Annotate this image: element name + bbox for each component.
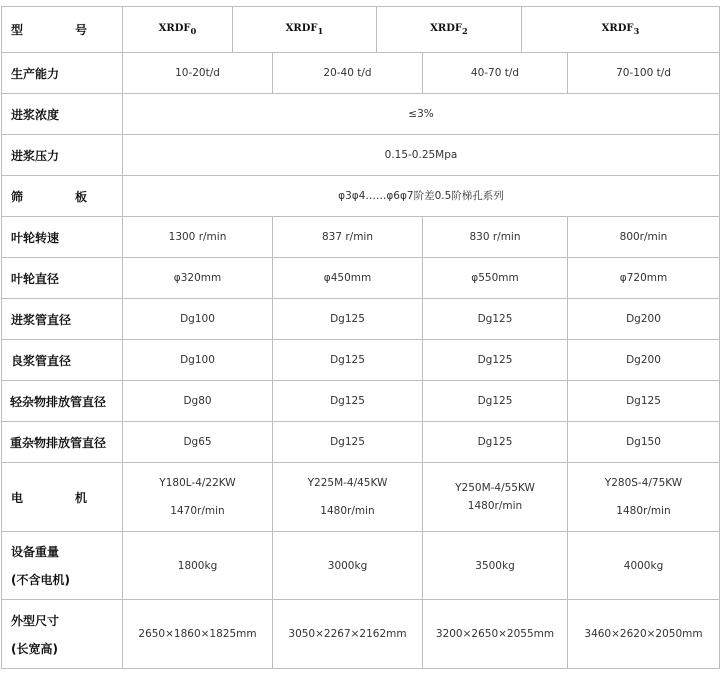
screen-plate-label: 筛 板: [11, 189, 87, 204]
dimensions-cell: 3050×2267×2162mm: [288, 628, 407, 640]
impeller-speed-cell: 800r/min: [619, 231, 668, 243]
feed-pressure-value: 0.15-0.25Mpa: [384, 149, 458, 161]
capacity-cell: 40-70 t/d: [470, 67, 520, 79]
motor-model: Y280S-4/75KW: [604, 477, 683, 489]
good-pulp-pipe-label: 良浆管直径: [11, 353, 72, 368]
motor-speed: 1480r/min: [616, 505, 671, 517]
motor-speed: 1480r/min: [320, 505, 375, 517]
dimensions-cell: 3200×2650×2055mm: [435, 628, 555, 640]
weight-cell: 4000kg: [623, 559, 664, 572]
impeller-diameter-cell: φ550mm: [471, 272, 519, 284]
light-reject-pipe-label: 轻杂物排放管直径: [10, 394, 107, 409]
motor-cell: [423, 463, 567, 531]
light-reject-pipe-cell: Dg125: [330, 395, 365, 407]
weight-cell: 3000kg: [327, 559, 368, 572]
model-header-3: $XRDF_3$: [601, 22, 640, 36]
motor-model: Y180L-4/22KW: [159, 477, 236, 489]
impeller-diameter-cell: φ720mm: [619, 272, 668, 284]
inlet-pipe-cell: Dg125: [477, 313, 513, 325]
inlet-pipe-cell: Dg100: [180, 313, 215, 325]
feed-concentration-label: 进浆浓度: [11, 107, 60, 122]
good-pulp-pipe-cell: Dg125: [477, 354, 513, 366]
light-reject-pipe-cell: Dg125: [626, 395, 661, 407]
inlet-pipe-cell: Dg125: [330, 313, 365, 325]
model-header-2: $XRDF_2$: [430, 22, 468, 36]
impeller-speed-label: 叶轮转速: [11, 230, 60, 245]
good-pulp-pipe-cell: Dg125: [330, 354, 365, 366]
impeller-speed-cell: 830 r/min: [469, 231, 521, 243]
motor-label: 电 机: [11, 490, 87, 505]
inlet-pipe-cell: Dg200: [626, 313, 661, 325]
model-header-1: $XRDF_1$: [285, 22, 324, 36]
heavy-reject-pipe-cell: Dg125: [330, 436, 365, 448]
weight-cell: 1800kg: [177, 559, 218, 572]
heavy-reject-pipe-cell: Dg65: [183, 436, 212, 448]
impeller-diameter-cell: φ320mm: [173, 272, 222, 284]
good-pulp-pipe-cell: Dg200: [626, 354, 661, 366]
motor-cell: [568, 463, 719, 531]
light-reject-pipe-cell: Dg80: [183, 395, 212, 407]
light-reject-pipe-cell: Dg125: [477, 395, 513, 407]
impeller-diameter-cell: φ450mm: [323, 272, 372, 284]
feed-pressure-label: 进浆压力: [11, 148, 60, 163]
model-header-0: $XRDF_0$: [158, 22, 197, 36]
heavy-reject-pipe-label: 重杂物排放管直径: [10, 435, 107, 450]
good-pulp-pipe-cell: Dg100: [180, 354, 215, 366]
capacity-cell: 20-40 t/d: [323, 67, 372, 79]
impeller-diameter-label: 叶轮直径: [11, 271, 60, 286]
capacity-cell: 10-20t/d: [175, 67, 220, 79]
motor-speed: 1480r/min: [467, 500, 523, 512]
motor-cell: [273, 463, 422, 531]
spec-table: [1, 6, 720, 669]
weight-cell: 3500kg: [475, 559, 515, 572]
motor-speed: 1470r/min: [170, 505, 225, 517]
capacity-label: 生产能力: [11, 66, 60, 81]
impeller-speed-cell: 1300 r/min: [168, 231, 227, 243]
impeller-speed-cell: 837 r/min: [321, 231, 374, 243]
dimensions-cell: 2650×1860×1825mm: [138, 628, 257, 640]
motor-cell: [123, 463, 272, 531]
capacity-cell: 70-100 t/d: [616, 67, 671, 79]
inlet-pipe-label: 进浆管直径: [11, 312, 72, 327]
heavy-reject-pipe-cell: Dg125: [477, 436, 513, 448]
motor-model: Y250M-4/55KW: [455, 482, 535, 494]
weight-label: 设备重量 (不含电机): [11, 545, 70, 587]
header-model-label: 型 号: [11, 23, 87, 37]
feed-concentration-value: ≤3%: [408, 108, 434, 120]
dimensions-label: 外型尺寸 (长宽高): [11, 613, 60, 656]
dimensions-cell: 3460×2620×2050mm: [584, 628, 703, 640]
heavy-reject-pipe-cell: Dg150: [626, 436, 661, 448]
motor-model: Y225M-4/45KW: [307, 477, 388, 489]
screen-plate-value: φ3φ4……φ6φ7阶差0.5阶梯孔系列: [338, 190, 504, 202]
